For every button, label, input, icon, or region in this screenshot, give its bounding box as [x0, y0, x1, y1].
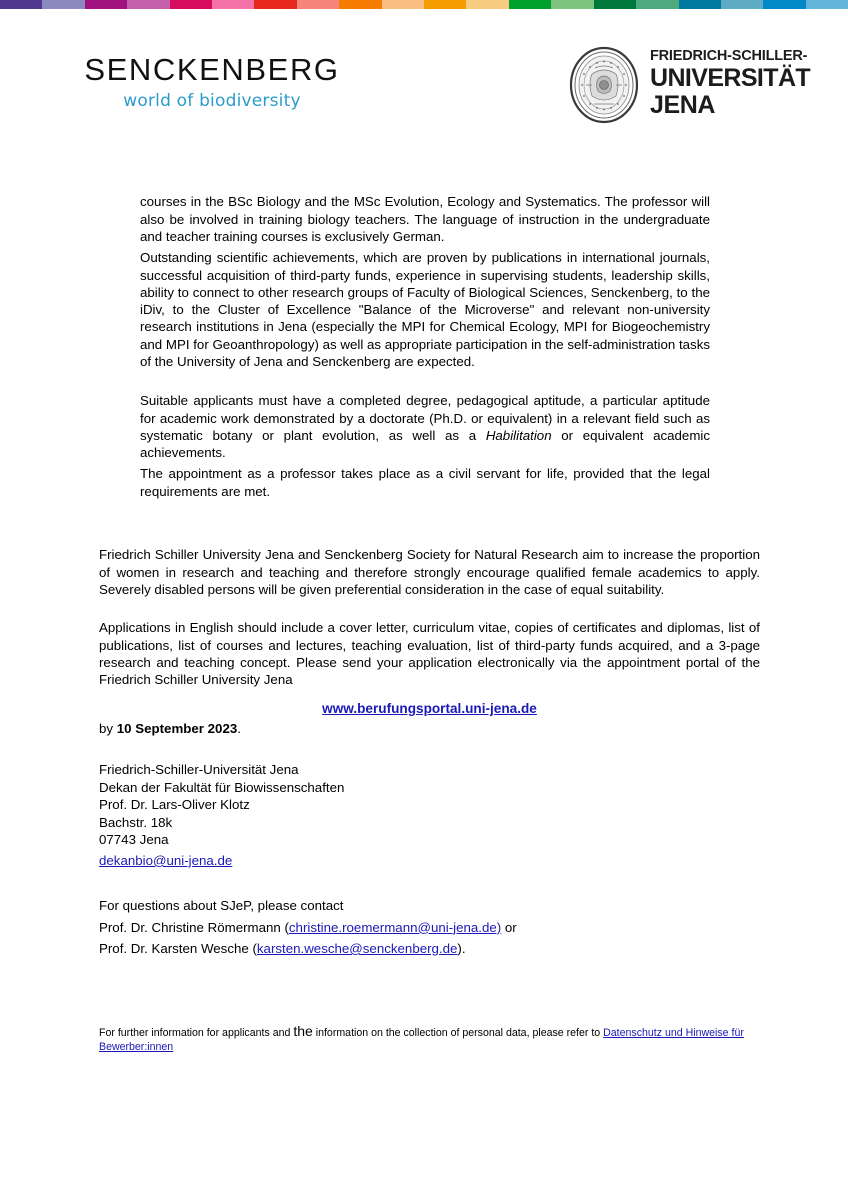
color-bar-swatch-11: [424, 0, 466, 9]
footer-text-the: the: [293, 1023, 313, 1039]
color-bar-swatch-20: [806, 0, 848, 9]
color-bar-swatch-9: [339, 0, 381, 9]
portal-link-row: [99, 700, 760, 718]
datenschutz-link-line-1: Datenschutz und: [603, 1027, 683, 1039]
deadline-suffix: .: [237, 721, 241, 736]
roemermann-name: Prof. Dr. Christine Römermann (: [99, 919, 289, 935]
deadline-prefix: by: [99, 721, 117, 736]
color-bar-swatch-12: [466, 0, 508, 9]
page-header: [0, 38, 848, 138]
color-bar-swatch-5: [170, 0, 212, 9]
paragraph-teaching-courses: courses in the BSc Biology and the MSc Evolution, Ecology and Systematics. The professor will also be involved in training biology teachers. The language of instruction in the undergraduate and teacher training courses is exclusively German.: [140, 194, 710, 244]
color-bar-swatch-19: [763, 0, 805, 9]
address-line-dean: Prof. Dr. Lars-Oliver Klotz: [99, 797, 250, 813]
color-bar-swatch-17: [679, 0, 721, 9]
wesche-email-link[interactable]: karsten.wesche@senckenberg.de: [256, 941, 458, 956]
paragraph-scientific-achievements: Outstanding scientific achievements, which are proven by publications in international journals, successful acquisition of third-party funds, experience in supervising students, leadership skills, ability to connect to other research groups of Faculty of Biological Sciences, Senckenberg, to the iDiv, to the Cluster of Excellence "Balance of the Microverse" and relevant non-university research institutions in Jena (especially the MPI for Chemical Ecology, MPI for Biogeochemistry and MPI for Geoanthropology) as well as appropriate participation in the self-administration tasks of the University of Jena and Senckenberg are expected.: [140, 250, 710, 370]
suitable-applicants-text-a: Suitable applicants must have a completed degree, pedagogical aptitude, a particular aptitude for academic work demonstrated by a doctorate (Ph.D. or equivalent) in a relevant field such as systematic botany or plant evolution, as well as a: [140, 393, 710, 443]
fsu-name-line-3: JENA: [650, 90, 716, 119]
paragraph-application-requirements: Applications in English should include a cover letter, curriculum vitae, copies of certificates and diplomas, list of publications, list of courses and lectures, teaching evaluation, list of third-party funds acquired, and a 3-page research and teaching concept. Please send your application electronically via the appointment portal of the Friedrich Schiller University Jena: [99, 620, 760, 688]
color-bar-swatch-8: [297, 0, 339, 9]
fsu-wordmark: [650, 48, 810, 119]
fsu-name-line-2: UNIVERSITÄT: [650, 63, 811, 92]
decorative-color-bar: [0, 0, 848, 9]
color-bar-swatch-13: [509, 0, 551, 9]
roemermann-suffix: or: [501, 919, 517, 935]
paragraph-suitable-applicants: [140, 392, 710, 461]
contact-person-roemermann: [99, 917, 517, 939]
dekanbio-email-link[interactable]: dekanbio@uni-jena.de: [99, 852, 233, 868]
contact-person-wesche: [99, 938, 517, 960]
color-bar-swatch-2: [42, 0, 84, 9]
contact-block: [99, 895, 517, 960]
paragraph-equal-opportunity: Friedrich Schiller University Jena and Senckenberg Society for Natural Research aim to increase the proportion of women in research and teaching and therefore strongly encourage qualified female academics to apply. Severely disabled persons will be given preferential consideration in the case of equal suitability.: [99, 547, 760, 597]
senckenberg-wordmark: SENCKENBERG: [84, 52, 340, 87]
suitable-applicants-text-b: or equivalent academic achievements.: [140, 427, 710, 461]
footer-text-a: For further information for applicants and: [99, 1027, 294, 1039]
address-line-faculty: Dekan der Fakultät für Biowissenschaften: [99, 779, 345, 795]
color-bar-swatch-6: [212, 0, 254, 9]
footer-privacy-note: [99, 1024, 754, 1054]
color-bar-swatch-3: [85, 0, 127, 9]
color-bar-swatch-16: [636, 0, 678, 9]
footer-text-b: information on the collection of personal data, please refer to: [312, 1027, 604, 1039]
datenschutz-link-line-2: Hinweise für Bewerber:innen: [99, 1027, 744, 1053]
friedrich-schiller-university-logo: [568, 44, 838, 126]
university-seal-icon: [568, 46, 640, 124]
address-line-city: 07743 Jena: [99, 832, 169, 848]
wesche-suffix: ).: [457, 941, 466, 956]
color-bar-swatch-10: [382, 0, 424, 9]
fsu-name-line-1: FRIEDRICH-SCHILLER-: [650, 48, 808, 64]
contact-heading: For questions about SJeP, please contact: [99, 898, 344, 913]
deadline-row: [99, 721, 241, 736]
habilitation-term: Habilitation: [485, 427, 552, 443]
color-bar-swatch-14: [551, 0, 593, 9]
roemermann-email-link[interactable]: christine.roemermann@uni-jena.de): [288, 919, 502, 935]
berufungsportal-link[interactable]: www.berufungsportal.uni-jena.de: [322, 701, 537, 716]
address-line-street: Bachstr. 18k: [99, 814, 173, 830]
color-bar-swatch-1: [0, 0, 42, 9]
address-line-university: Friedrich-Schiller-Universität Jena: [99, 762, 299, 777]
color-bar-swatch-4: [127, 0, 169, 9]
color-bar-swatch-18: [721, 0, 763, 9]
postal-address-block: [99, 761, 344, 870]
color-bar-swatch-7: [254, 0, 296, 9]
color-bar-swatch-15: [594, 0, 636, 9]
senckenberg-tagline: world of biodiversity: [123, 90, 301, 111]
wesche-name: Prof. Dr. Karsten Wesche (: [99, 941, 257, 956]
paragraph-appointment-civil-servant: The appointment as a professor takes place as a civil servant for life, provided that the legal requirements are met.: [140, 466, 710, 499]
deadline-date: 10 September 2023: [116, 721, 238, 736]
senckenberg-logo: [62, 54, 362, 111]
